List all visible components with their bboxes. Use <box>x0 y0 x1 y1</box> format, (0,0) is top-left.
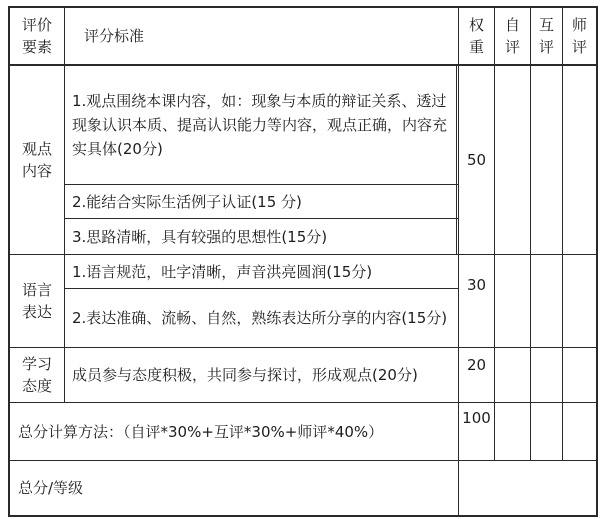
header-teacher: 师 评 <box>571 16 587 56</box>
header-criteria: 评分标准 <box>84 27 145 45</box>
total-method-label: 总分计算方法：（自评*30%+互评*30%+师评*40%） <box>18 422 384 441</box>
language-label: 语言 表达 <box>21 281 52 321</box>
viewpoint-item-2: 2.能结合实际生活例子认证(15 分) <box>72 192 302 211</box>
header-self: 自 评 <box>504 16 520 56</box>
viewpoint-item-1: 1.观点围绕本课内容，如：现象与本质的辩证关系、透过现象认识本质、提高认识能力等内容，观点正确，内容充实具体(20分) <box>72 92 448 158</box>
language-item-2: 2.表达准确、流畅、自然，熟练表达所分享的内容(15分) <box>72 309 448 327</box>
viewpoint-label: 观点 内容 <box>21 140 52 180</box>
attitude-weight: 20 <box>466 356 487 374</box>
viewpoint-item-3: 3.思路清晰，具有较强的思想性(15分) <box>72 227 328 246</box>
attitude-label: 学习 态度 <box>21 355 52 395</box>
header-element: 评价 要素 <box>21 16 52 56</box>
final-label: 总分/等级 <box>18 479 84 497</box>
attitude-item: 成员参与态度积极，共同参与探讨，形成观点(20分) <box>72 366 418 384</box>
header-peer: 互 评 <box>538 16 554 56</box>
header-weight: 权 重 <box>468 16 484 56</box>
total-method-weight: 100 <box>462 409 491 427</box>
language-weight: 30 <box>466 276 487 294</box>
viewpoint-weight: 50 <box>466 151 487 169</box>
language-item-1: 1.语言规范，吐字清晰，声音洪亮圆润(15分) <box>72 263 373 281</box>
